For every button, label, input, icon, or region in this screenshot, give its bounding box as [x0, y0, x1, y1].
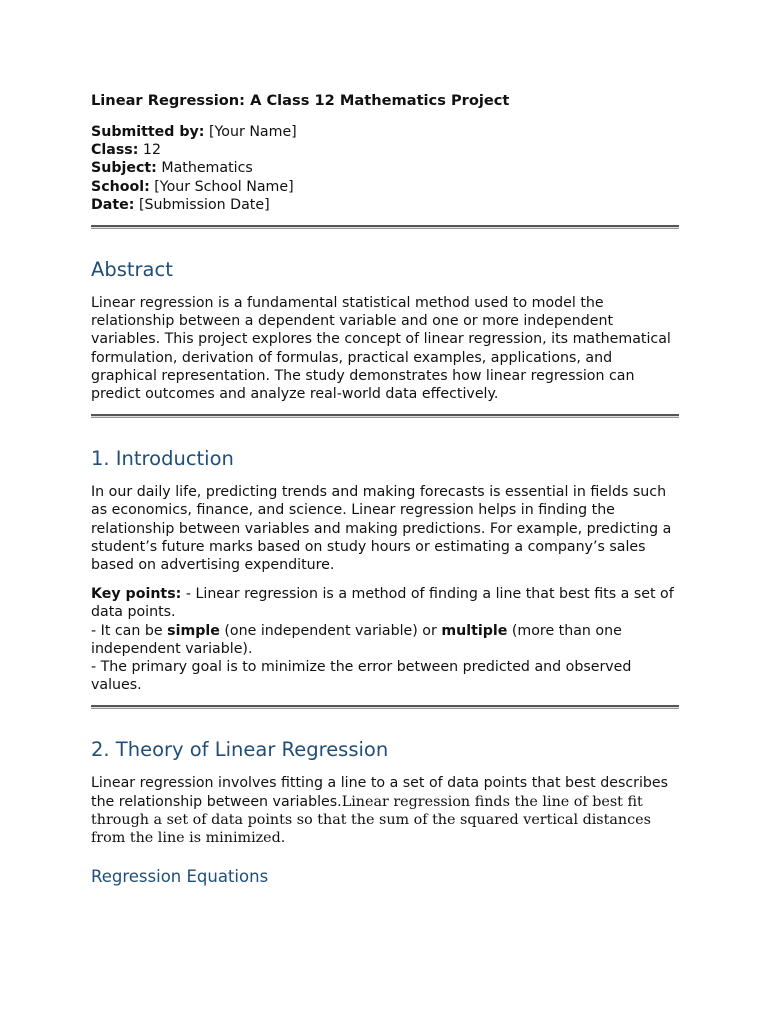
introduction-text: In our daily life, predicting trends and making forecasts is essential in fields such as economics, finance, and science. Linear regression helps in finding the relationship between variables and making predictions. For example, predicting a student’s future marks based on study hours or estimating a company’s sales based on advertising expenditure. — [91, 484, 672, 574]
introduction-heading: 1. Introduction — [91, 447, 234, 471]
meta-value: [Your Name] — [204, 124, 297, 140]
theory-heading: 2. Theory of Linear Regression — [91, 738, 389, 762]
abstract-heading: Abstract — [91, 258, 173, 282]
section-divider — [91, 705, 679, 709]
meta-value: Mathematics — [156, 160, 253, 177]
theory-text — [91, 774, 679, 847]
introduction-section — [91, 447, 679, 694]
abstract-text: Linear regression is a fundamental statistical method used to model the relationship between a dependent variable and one or more independent variables. This project explores the concept of linear regression, its mathematical formulation, derivation of formulas, practical examples, applications, and graphical representation. The study demonstrates how linear regression can predict outcomes and analyze real-world data effectively. — [91, 295, 671, 403]
meta-label: Date: — [91, 196, 135, 213]
meta-value: [Your School Name] — [149, 178, 294, 195]
document-title: Linear Regression: A Class 12 Mathematics Project — [91, 92, 510, 109]
key-point-2-end: (more than one independent variable). — [91, 622, 622, 657]
key-point-3: - The primary goal is to minimize the error between predicted and observed values. — [91, 659, 632, 694]
key-points-label: Key points: — [91, 586, 182, 603]
meta-date — [91, 196, 679, 214]
key-point-simple: simple — [167, 622, 220, 639]
submission-details — [91, 123, 679, 214]
section-divider — [91, 414, 679, 418]
meta-label: Class: — [91, 142, 139, 159]
section-divider — [91, 225, 679, 229]
meta-value: 12 — [138, 142, 161, 159]
document-body — [91, 91, 679, 887]
meta-label: School: — [91, 178, 150, 195]
regression-equations-heading: Regression Equations — [91, 867, 269, 887]
key-point-2-start: - It can be — [91, 622, 168, 639]
key-point-2-middle: (one independent variable) or — [219, 622, 442, 639]
key-points — [91, 585, 679, 694]
meta-subject — [91, 159, 679, 177]
meta-value: [Submission Date] — [134, 196, 270, 213]
key-point-1: - Linear regression is a method of finding a line that best fits a set of data points. — [91, 586, 674, 621]
meta-school — [91, 178, 679, 196]
meta-submitted-by — [91, 123, 679, 141]
meta-class — [91, 141, 679, 159]
meta-label: Submitted by: — [91, 124, 205, 140]
abstract-section — [91, 258, 679, 403]
key-point-multiple: multiple — [441, 622, 508, 639]
theory-section — [91, 738, 679, 887]
theory-text-sans: Linear regression involves fitting a line to a set of data points that best describes the relationship between variables. — [91, 775, 669, 810]
theory-text-serif: Linear regression finds the line of best fit through a set of data points so that the sum of the squared vertical distances from the line is minimized. — [91, 793, 651, 847]
meta-label: Subject: — [91, 160, 157, 177]
